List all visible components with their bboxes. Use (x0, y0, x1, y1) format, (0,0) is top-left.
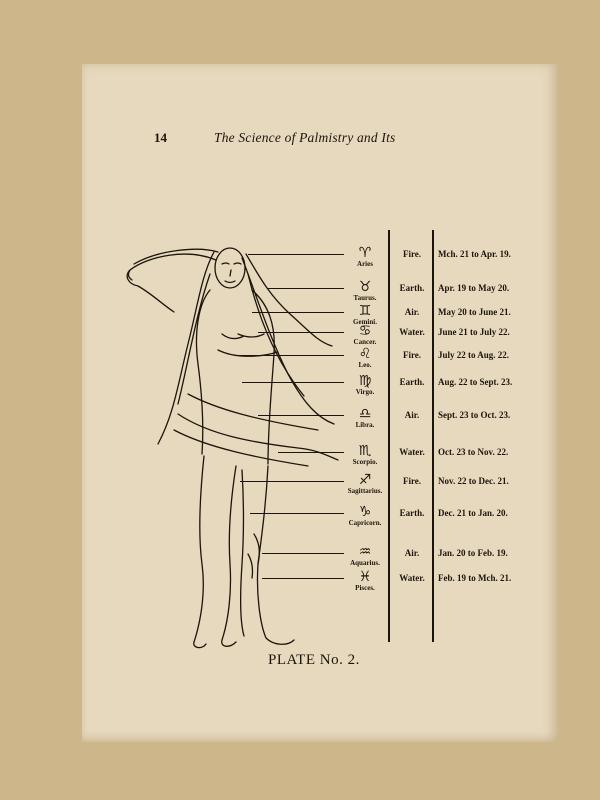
zodiac-glyph-icon: ♎ (358, 406, 372, 422)
zodiac-sign (337, 444, 393, 466)
pointer-line (258, 415, 344, 416)
zodiac-row (82, 374, 558, 408)
zodiac-sign (337, 374, 393, 396)
zodiac-row (82, 505, 558, 539)
zodiac-dates: Apr. 19 to May 20. (438, 283, 510, 293)
zodiac-glyph-icon: ♍ (358, 373, 372, 389)
zodiac-element: Earth. (399, 377, 425, 387)
zodiac-dates: Mch. 21 to Apr. 19. (438, 249, 511, 259)
zodiac-sign-name: Scorpio. (352, 458, 378, 466)
zodiac-dates: July 22 to Aug. 22. (438, 350, 510, 360)
zodiac-sign-name: Libra. (355, 421, 375, 429)
running-title: The Science of Palmistry and Its (214, 130, 396, 145)
zodiac-sign (337, 570, 393, 592)
pointer-line (248, 254, 344, 255)
pointer-line (240, 481, 344, 482)
pointer-line (252, 312, 344, 313)
zodiac-row (82, 407, 558, 441)
zodiac-dates: Jan. 20 to Feb. 19. (438, 548, 508, 558)
zodiac-sign (337, 324, 393, 346)
zodiac-sign-name: Gemini. (353, 318, 377, 326)
zodiac-element: Earth. (399, 508, 425, 518)
zodiac-element: Air. (404, 307, 420, 317)
zodiac-row (82, 570, 558, 604)
zodiac-sign-name: Taurus. (353, 294, 377, 302)
zodiac-sign-name: Cancer. (353, 338, 377, 346)
book-page (82, 64, 558, 742)
zodiac-glyph-icon: ♑ (358, 504, 372, 520)
pointer-line (268, 288, 344, 289)
zodiac-glyph-icon: ♈ (358, 245, 372, 261)
zodiac-element: Water. (399, 327, 425, 337)
page-number: 14 (154, 130, 167, 145)
zodiac-dates: Dec. 21 to Jan. 20. (438, 508, 508, 518)
zodiac-glyph-icon: ♒ (358, 544, 372, 560)
zodiac-sign (337, 473, 393, 495)
zodiac-glyph-icon: ♓ (358, 569, 372, 585)
zodiac-dates: May 20 to June 21. (438, 307, 511, 317)
zodiac-glyph-icon: ♏ (358, 443, 372, 459)
zodiac-element: Earth. (399, 283, 425, 293)
zodiac-element: Water. (399, 447, 425, 457)
zodiac-sign-name: Virgo. (355, 388, 375, 396)
zodiac-row (82, 473, 558, 507)
zodiac-sign-name: Aries (357, 260, 373, 268)
plate-caption: PLATE No. 2. (268, 652, 360, 668)
zodiac-sign (337, 407, 393, 429)
zodiac-sign (337, 505, 393, 527)
zodiac-sign-name: Pisces. (355, 584, 375, 592)
zodiac-element: Water. (399, 573, 425, 583)
zodiac-glyph-icon: ♉ (358, 279, 372, 295)
zodiac-element: Air. (404, 548, 420, 558)
zodiac-element: Fire. (402, 350, 422, 360)
zodiac-sign (337, 545, 393, 567)
zodiac-sign-name: Leo. (358, 361, 372, 369)
pointer-line (238, 355, 344, 356)
zodiac-dates: Feb. 19 to Mch. 21. (438, 573, 512, 583)
zodiac-dates: Nov. 22 to Dec. 21. (438, 476, 509, 486)
zodiac-glyph-icon: ♋ (358, 323, 372, 339)
zodiac-glyph-icon: ♐ (358, 472, 372, 488)
zodiac-dates: Aug. 22 to Sept. 23. (438, 377, 513, 387)
zodiac-sign-name: Aquarius. (350, 559, 380, 567)
pointer-line (278, 452, 344, 453)
pointer-line (262, 578, 344, 579)
zodiac-glyph-icon: ♊ (358, 303, 372, 319)
zodiac-sign-name: Capricorn. (348, 519, 382, 527)
zodiac-row (82, 246, 558, 280)
pointer-line (258, 332, 344, 333)
zodiac-element: Air. (404, 410, 420, 420)
zodiac-sign (337, 280, 393, 302)
zodiac-dates: June 21 to July 22. (438, 327, 510, 337)
zodiac-sign (337, 347, 393, 369)
zodiac-sign (337, 246, 393, 268)
pointer-line (250, 513, 344, 514)
zodiac-element: Fire. (402, 249, 422, 259)
zodiac-glyph-icon: ♌ (358, 346, 372, 362)
zodiac-element: Fire. (402, 476, 422, 486)
zodiac-dates: Oct. 23 to Nov. 22. (438, 447, 509, 457)
pointer-line (242, 382, 344, 383)
zodiac-sign-name: Sagittarius. (347, 487, 383, 495)
pointer-line (262, 553, 344, 554)
zodiac-dates: Sept. 23 to Oct. 23. (438, 410, 511, 420)
